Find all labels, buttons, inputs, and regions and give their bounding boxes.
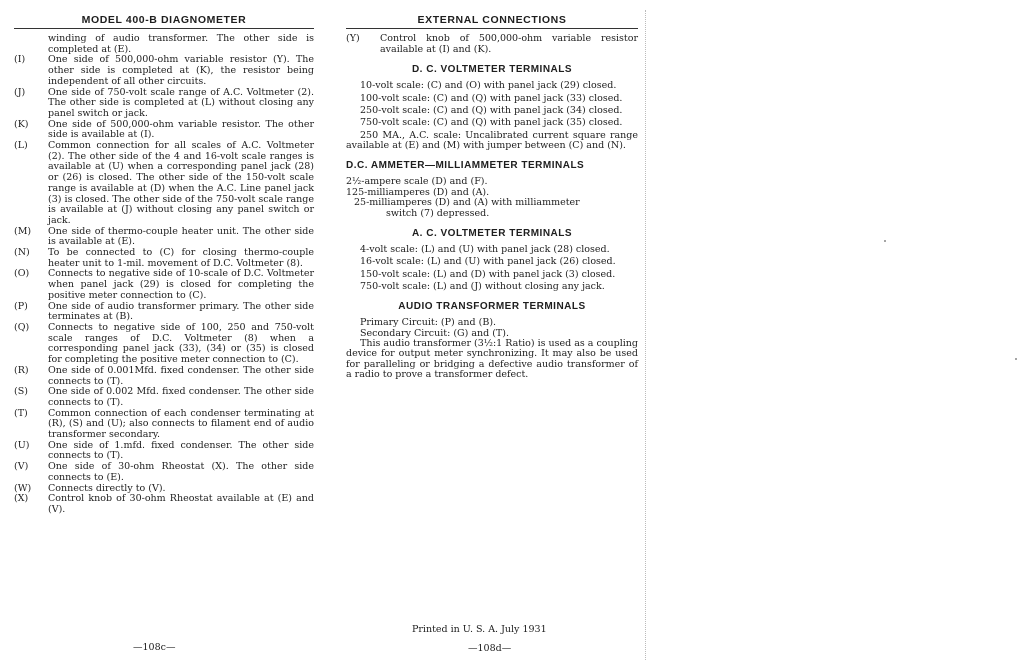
terminal-description: One side of 30-ohm Rheostat (X). The other side connects to (E).	[48, 461, 314, 483]
ac-volt-line: 4-volt scale: (L) and (U) with panel jack (28) closed.	[360, 244, 610, 256]
left-page-number: —108c—	[133, 642, 176, 653]
terminal-code: (V)	[14, 461, 29, 473]
terminal-entry	[14, 55, 314, 87]
terminal-code: (P)	[14, 300, 28, 312]
terminal-description: One side of 0.001Mfd. fixed condenser. The other side connects to (T).	[48, 364, 314, 387]
terminal-code: (O)	[14, 268, 30, 280]
terminal-code: (U)	[14, 439, 30, 451]
terminal-description: One side of 1.mfd. fixed condenser. The other side connects to (T).	[48, 439, 314, 462]
ammeter-line: 2½-ampere scale (D) and (F).	[346, 176, 488, 188]
left-page	[14, 0, 314, 516]
terminal-description: One side of 750-volt scale range of A.C. Voltmeter (2). The other side is completed at (L) without closing any panel switch or jack.	[48, 86, 314, 119]
terminal-description: Connects directly to (V).	[48, 482, 166, 494]
terminal-description: Control knob of 30-ohm Rheostat available at (E) and (V).	[48, 493, 314, 515]
terminal-code: (X)	[14, 493, 29, 505]
page-edge-shadow	[645, 10, 646, 660]
terminal-entry	[14, 141, 314, 227]
terminal-entry	[14, 269, 314, 301]
terminal-entry	[14, 494, 314, 515]
terminal-description: Connects to negative side of 100, 250 and 750-volt scale ranges of D.C. Voltmeter (8) when a corresponding panel jack (33), (34) or (35) is closed for completing the positive meter connection to (C).	[48, 321, 314, 366]
left-intro-text: winding of audio transformer. The other side is completed at (E).	[48, 33, 314, 55]
dc-volt-line: 100-volt scale: (C) and (Q) with panel jack (33) closed.	[360, 92, 623, 104]
ammeter-switch-note: switch (7) depressed.	[386, 207, 490, 219]
terminal-description: To be connected to (C) for closing thermo-couple heater unit to 1-mil. movement of D.C. Voltmeter (8).	[48, 247, 314, 269]
terminal-code: (R)	[14, 364, 29, 376]
ac-volt-line: 750-volt scale: (L) and (J) without closing any jack.	[360, 281, 605, 293]
ac-volt-line: 16-volt scale: (L) and (U) with panel jack (26) closed.	[360, 256, 616, 268]
terminal-entry	[14, 120, 314, 141]
terminal-code: (Q)	[14, 321, 30, 333]
dc-voltmeter-section	[346, 81, 638, 151]
dc-ammeter-section	[346, 177, 638, 219]
left-page-header: MODEL 400-B DIAGNOMETER	[14, 14, 314, 29]
terminal-code: (N)	[14, 247, 30, 259]
audio-transformer-section	[346, 318, 638, 380]
right-page-number: —108d—	[468, 643, 512, 654]
terminal-code: (W)	[14, 482, 32, 494]
primary-circuit-line: Primary Circuit: (P) and (B).	[360, 317, 497, 329]
terminal-entry	[14, 302, 314, 323]
terminal-entry	[14, 387, 314, 408]
terminal-description: One side of 0.002 Mfd. fixed condenser. The other side connects to (T).	[48, 386, 314, 408]
terminal-entry	[14, 462, 314, 483]
terminal-code: (Y)	[346, 33, 360, 44]
secondary-circuit-line: Secondary Circuit: (G) and (T).	[360, 327, 509, 339]
terminal-entry	[14, 366, 314, 387]
terminal-description: Control knob of 500,000-ohm variable resistor available at (I) and (K).	[380, 33, 638, 55]
audio-transformer-heading: AUDIO TRANSFORMER TERMINALS	[398, 301, 586, 313]
terminal-code: (J)	[14, 86, 26, 98]
dc-volt-line: 10-volt scale: (C) and (O) with panel jack (29) closed.	[360, 80, 617, 92]
right-page-header: EXTERNAL CONNECTIONS	[346, 14, 638, 29]
terminal-code: (K)	[14, 118, 29, 130]
terminal-code: (T)	[14, 407, 28, 419]
terminal-entry	[14, 323, 314, 366]
terminal-description: One side of 500,000-ohm variable resistor. The other side is available at (I).	[48, 118, 314, 141]
dc-volt-line: 250-volt scale: (C) and (Q) with panel jack (34) closed.	[360, 105, 623, 116]
terminal-description: One side of thermo-couple heater unit. The other side is available at (E).	[48, 225, 314, 248]
terminal-description: One side of 500,000-ohm variable resistor (Y). The other side is completed at (K), the resistor being independent of all other circuits.	[48, 54, 314, 87]
scan-speck	[884, 240, 886, 242]
terminal-description: Common connection of each condenser terminating at (R), (S) and (U); also connects to filament end of audio transformer secondary.	[48, 407, 314, 441]
terminal-entry	[14, 88, 314, 120]
right-page	[346, 0, 638, 382]
printed-date: Printed in U. S. A. July 1931	[412, 624, 547, 635]
terminal-entry-y	[346, 34, 638, 55]
terminal-entry	[14, 409, 314, 441]
ac-voltmeter-heading: A. C. VOLTMETER TERMINALS	[411, 228, 573, 240]
terminal-code: (L)	[14, 140, 28, 152]
terminal-description: Common connection for all scales of A.C. Voltmeter (2). The other side of the 4 and 16-volt scale ranges is available at (U) when a corresponding panel jack (28) or (26) is closed. The other side of the 150-volt scale range is available at (D) when the A.C. Line panel jack (3) is closed. The other side of the 750-volt scale range is available at (J) without closing any panel switch or jack.	[48, 140, 314, 226]
terminal-entry	[14, 441, 314, 462]
dc-volt-line: 250 MA., A.C. scale: Uncalibrated current square range available at (E) and (M) with jumper between (C) and (N).	[346, 129, 638, 151]
ammeter-line: 25-milliamperes (D) and (A) with milliammeter	[354, 197, 580, 209]
terminal-code: (I)	[14, 54, 26, 66]
terminal-code: (M)	[14, 225, 32, 237]
terminal-entry-list	[14, 55, 314, 515]
terminal-code: (S)	[14, 386, 28, 398]
ac-volt-line: 150-volt scale: (L) and (D) with panel jack (3) closed.	[360, 268, 616, 280]
terminal-description: Connects to negative side of 10-scale of D.C. Voltmeter when panel jack (29) is closed for completing the positive meter connection to (C).	[48, 268, 314, 301]
ac-voltmeter-section	[346, 245, 638, 292]
audio-transformer-description: This audio transformer (3½:1 Ratio) is used as a coupling device for output meter synchronizing. It may also be used for paralleling or bridging a defective audio transformer of a radio to prove a transformer defect.	[346, 337, 638, 380]
scan-speck	[1015, 358, 1017, 360]
ammeter-line: 125-milliamperes (D) and (A).	[346, 186, 490, 198]
terminal-entry	[14, 248, 314, 269]
terminal-description: One side of audio transformer primary. The other side terminates at (B).	[48, 300, 314, 323]
dc-ammeter-heading: D.C. AMMETER—MILLIAMMETER TERMINALS	[346, 160, 585, 172]
dc-volt-line: 750-volt scale: (C) and (Q) with panel jack (35) closed.	[360, 117, 623, 129]
terminal-entry	[14, 227, 314, 248]
dc-voltmeter-heading: D. C. VOLTMETER TERMINALS	[411, 64, 573, 76]
